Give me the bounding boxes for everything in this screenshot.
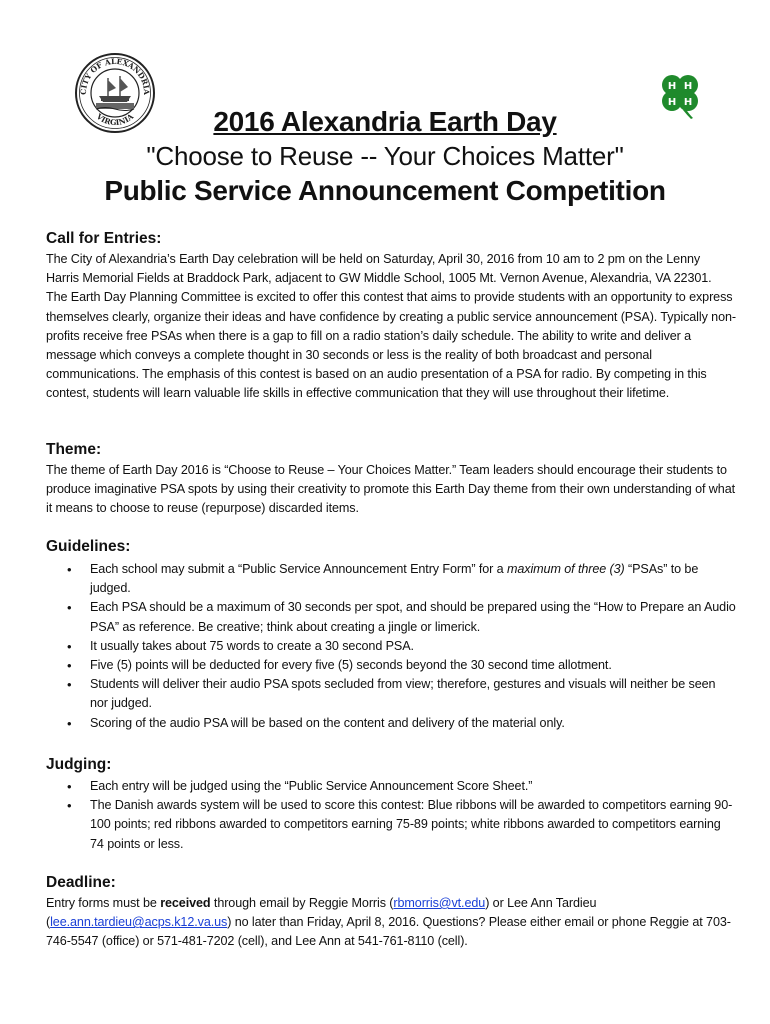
deadline-body: Entry forms must be received through email by Reggie Morris (rbmorris@vt.edu) or Lee Ann Tardieu (lee.ann.tardieu@acps.k12.va.us) no later than Friday, April 8, 2016. Questions? Please either email or phone Reggie at 703-746-5547 (office) or 571-481-7202 (cell), and Lee Ann at 541-761-8110 (cell). [46,896,731,949]
list-item: • Five (5) points will be deducted for every five (5) seconds beyond the 30 second time allotment. [46,656,736,675]
list-item: • Each PSA should be a maximum of 30 seconds per spot, and should be prepared using the “How to Prepare an Audio PSA” as reference. Be creative; think about creating a jingle or limerick. [46,598,736,636]
svg-text:CITY OF ALEXANDRIA: CITY OF ALEXANDRIA [78,56,152,95]
guidelines-heading: Guidelines: [46,538,131,555]
svg-text:H: H [667,81,677,92]
list-item: • The Danish awards system will be used to score this contest: Blue ribbons will be awarded to competitors earning 90-100 points; red ribbons awarded to competitors earning 75-89 points; white ribbons awarded to competitors earning 74 points or less. [46,796,736,854]
list-item: • Scoring of the audio PSA will be based on the content and delivery of the material only. [46,714,736,733]
call-for-entries-heading: Call for Entries: [46,230,162,247]
judging-list [46,777,736,854]
call-for-entries-body: The City of Alexandria’s Earth Day celebration will be held on Saturday, April 30, 2016 from 10 am to 2 pm on the Lenny Harris Memorial Fields at Braddock Park, adjacent to GW Middle School, 1005 Mt. Vernon Avenue, Alexandria, VA 22301. The Earth Day Planning Committee is excited to offer this contest that aims to provide students with an opportunity to express themselves clearly, organize their ideas and have confidence by creating a public service announcement (PSA). Typically non-profits receive free PSAs when there is a gap to fill on a radio station’s daily schedule. The ability to write and deliver a message which conveys a complete thought in 30 seconds or less is the reality of both broadcast and personal communications. The emphasis of this contest is based on an audio presentation of a PSA for radio. By competing in this contest, students will learn valuable life skills in effective communication that they will use throughout their lifetime. [46,252,736,401]
theme-body: The theme of Earth Day 2016 is “Choose to Reuse – Your Choices Matter.” Team leaders should encourage their students to produce imaginative PSA spots by using their creativity to promote this Earth Day theme from their own understanding of what it means to choose to reuse (repurpose) discarded items. [46,463,736,516]
svg-text:H: H [667,97,677,108]
guidelines-list [46,560,736,733]
competition-title: Public Service Announcement Competition [104,175,666,206]
theme-heading: Theme: [46,441,102,458]
svg-text:H: H [683,81,693,92]
deadline-heading: Deadline: [46,874,116,891]
list-item: • Students will deliver their audio PSA spots secluded from view; therefore, gestures and visuals will neither be seen nor judged. [46,675,736,713]
list-item: • Each entry will be judged using the “Public Service Announcement Score Sheet.” [46,777,736,796]
email-link-lee-ann[interactable]: lee.ann.tardieu@acps.k12.va.us [50,915,228,930]
email-link-reggie[interactable]: rbmorris@vt.edu [393,896,486,910]
svg-text:VIRGINIA: VIRGINIA [94,111,136,128]
list-item: • It usually takes about 75 words to create a 30 second PSA. [46,637,736,656]
page-subtitle: "Choose to Reuse -- Your Choices Matter" [146,141,624,171]
svg-text:H: H [683,97,693,108]
list-item: • Each school may submit a “Public Service Announcement Entry Form” for a maximum of three (3) “PSAs” to be judged. [46,560,736,598]
page-title: 2016 Alexandria Earth Day [213,106,557,137]
judging-heading: Judging: [46,756,112,773]
